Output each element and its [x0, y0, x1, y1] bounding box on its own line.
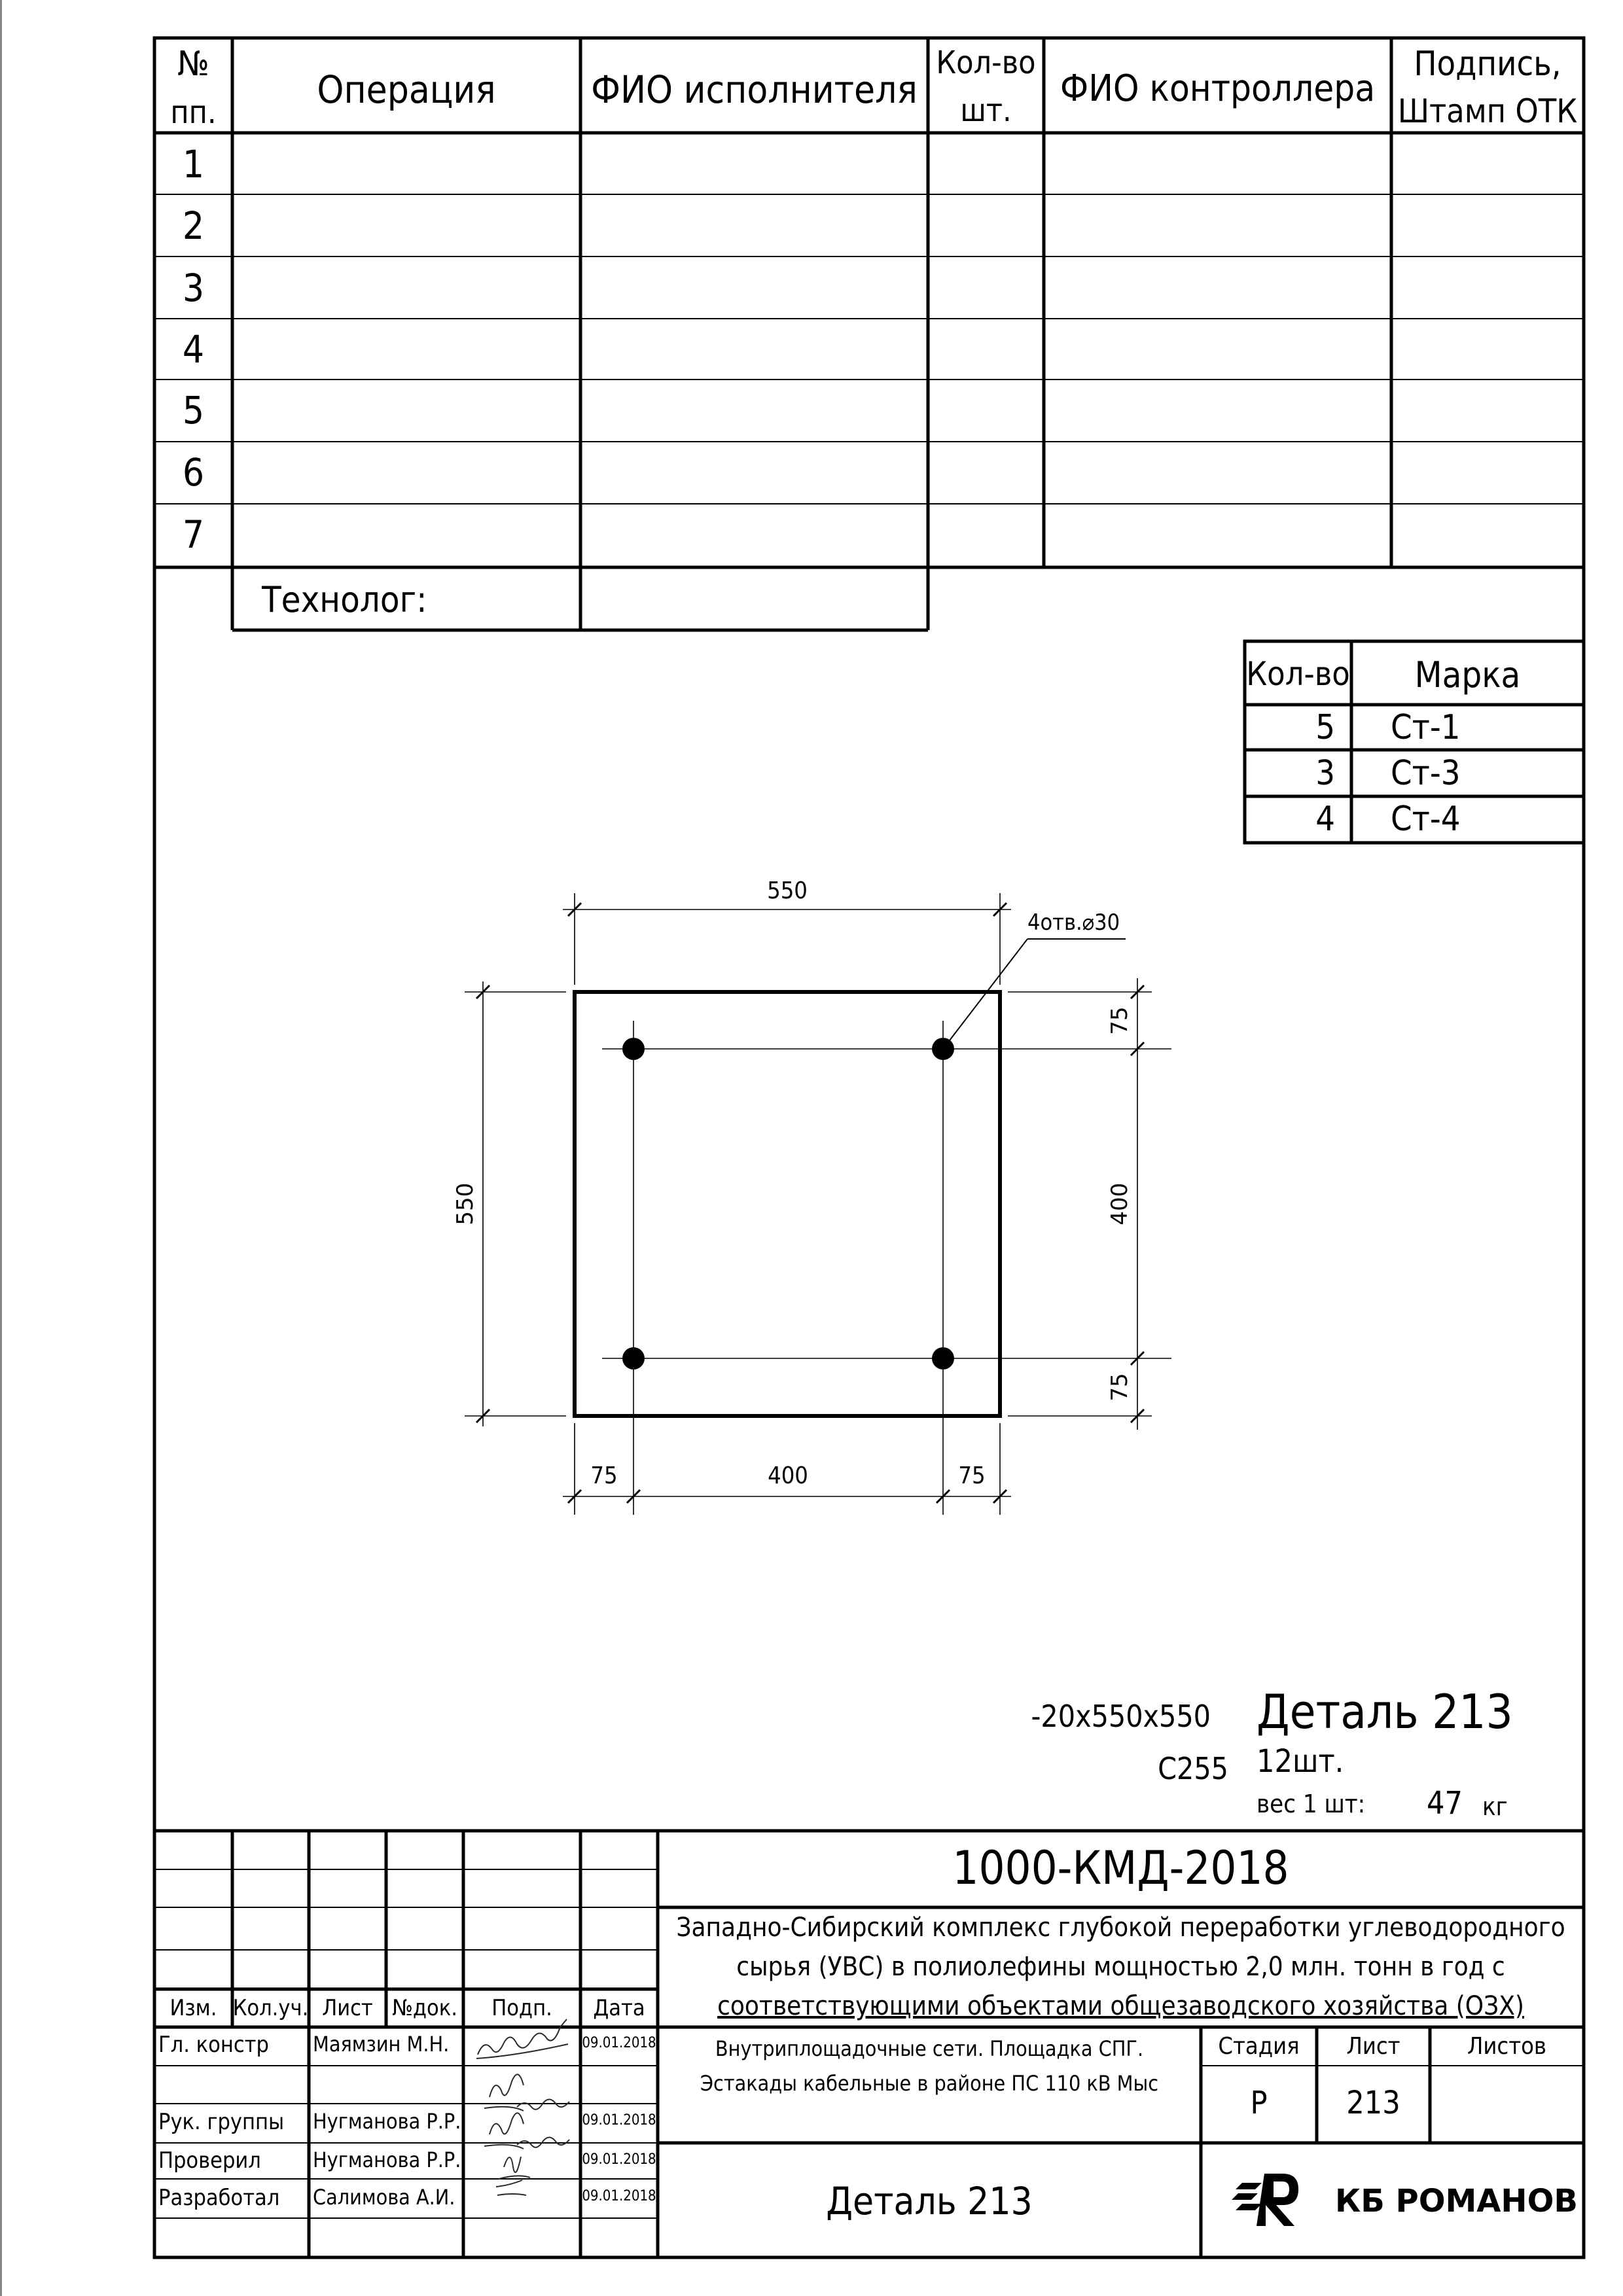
plate-drawing	[452, 893, 1171, 1515]
marks-qty-1: 5	[1315, 708, 1335, 747]
col-podp: Подп.	[491, 1995, 552, 2021]
sheet-label: Лист	[1346, 2033, 1400, 2060]
part-weight-unit: кг	[1482, 1792, 1508, 1821]
col-koluch: Кол.уч.	[232, 1995, 309, 2021]
project-line-1: Западно-Сибирский комплекс глубокой переработки углеводородного	[676, 1913, 1565, 1943]
operations-table-lines	[154, 38, 1584, 630]
drawing-name: Деталь 213	[826, 2179, 1033, 2223]
signatures	[476, 2019, 569, 2195]
staff-name-2: Нугманова Р.Р.	[313, 2109, 461, 2134]
object-line-2: Эстакады кабельные в районе ПС 110 кВ Мыс	[700, 2071, 1159, 2096]
dim-right-bottom: 75	[1107, 1373, 1133, 1402]
header-operation: Операция	[317, 67, 496, 112]
object-line-1: Внутриплощадочные сети. Площадка СПГ.	[715, 2036, 1144, 2061]
part-quantity: 12шт.	[1257, 1743, 1344, 1780]
dim-left: 550	[452, 1182, 478, 1226]
dim-bottom-mid: 400	[768, 1462, 808, 1489]
staff-role-2: Рук. группы	[158, 2109, 285, 2135]
row-number-6: 6	[182, 450, 205, 495]
staff-name-3: Нугманова Р.Р.	[313, 2147, 461, 2172]
part-steel: С255	[1158, 1751, 1228, 1786]
row-number-1: 1	[182, 142, 205, 186]
marks-header-mark: Марка	[1414, 654, 1521, 696]
marks-mark-2: Ст-3	[1391, 754, 1461, 793]
hole-top-right	[932, 1038, 954, 1060]
technologist-label: Технолог:	[262, 579, 427, 620]
part-size: -20х550х550	[1031, 1699, 1211, 1734]
marks-qty-3: 4	[1315, 800, 1335, 839]
marks-qty-2: 3	[1315, 754, 1335, 793]
company-name: КБ РОМАНОВ	[1335, 2183, 1578, 2219]
header-executor: ФИО исполнителя	[591, 67, 918, 112]
sheets-label: Листов	[1467, 2033, 1546, 2060]
col-ndok: №док.	[392, 1995, 457, 2021]
header-sign-line2: Штамп ОТК	[1397, 92, 1578, 130]
staff-date-4: 09.01.2018	[582, 2188, 656, 2204]
row-number-5: 5	[182, 388, 205, 433]
row-number-7: 7	[182, 512, 205, 557]
staff-role-1: Гл. констр	[158, 2032, 269, 2058]
kb-romanov-logo-icon	[1232, 2174, 1298, 2226]
header-controller: ФИО контроллера	[1060, 67, 1376, 110]
part-title: Деталь 213	[1257, 1684, 1513, 1739]
part-weight-value: 47	[1427, 1785, 1463, 1822]
col-list: Лист	[322, 1995, 373, 2021]
hole-bottom-right	[932, 1347, 954, 1369]
doc-code: 1000-КМД-2018	[952, 1841, 1289, 1895]
marks-mark-1: Ст-1	[1391, 708, 1461, 747]
project-line-3: соответствующими объектами общезаводского хозяйства (ОЗХ)	[717, 1991, 1524, 2021]
sheet-value: 213	[1346, 2085, 1400, 2121]
row-number-2: 2	[182, 203, 205, 248]
col-data: Дата	[593, 1995, 645, 2021]
header-sign-line1: Подпись,	[1414, 44, 1561, 84]
staff-role-3: Проверил	[158, 2147, 261, 2174]
hole-callout: 4отв.⌀30	[1027, 910, 1120, 936]
part-weight-label: вес 1 шт:	[1257, 1790, 1366, 1818]
hole-bottom-left	[622, 1347, 645, 1369]
marks-header-qty: Кол-во	[1246, 655, 1350, 693]
dim-top: 550	[767, 877, 808, 904]
signature-4	[496, 2157, 530, 2195]
stage-value: Р	[1250, 2085, 1268, 2121]
staff-name-1: Маямзин М.Н.	[313, 2032, 450, 2057]
row-number-3: 3	[182, 266, 205, 310]
hole-top-left	[622, 1038, 645, 1060]
staff-role-4: Разработал	[158, 2185, 280, 2211]
marks-mark-3: Ст-4	[1391, 800, 1461, 839]
signature-1	[476, 2019, 568, 2058]
staff-name-4: Салимова А.И.	[313, 2185, 455, 2210]
header-num-symbol: №	[177, 44, 209, 84]
staff-date-1: 09.01.2018	[582, 2035, 656, 2051]
staff-date-3: 09.01.2018	[582, 2151, 656, 2168]
project-line-2: сырья (УВС) в полиолефины мощностью 2,0 млн. тонн в год с	[736, 1952, 1505, 1982]
dim-bottom-left: 75	[590, 1462, 618, 1489]
dim-right-top: 75	[1107, 1006, 1133, 1035]
signature-2	[484, 2074, 569, 2111]
header-qty-line1: Кол-во	[936, 44, 1036, 81]
col-izm: Изм.	[169, 1995, 217, 2021]
header-num-abbr: пп.	[170, 94, 217, 131]
header-qty-line2: шт.	[960, 92, 1012, 129]
dim-bottom-right: 75	[958, 1462, 986, 1489]
stage-label: Стадия	[1218, 2033, 1300, 2060]
row-number-4: 4	[182, 327, 205, 372]
staff-date-2: 09.01.2018	[582, 2112, 656, 2128]
dim-right-mid: 400	[1107, 1182, 1133, 1226]
